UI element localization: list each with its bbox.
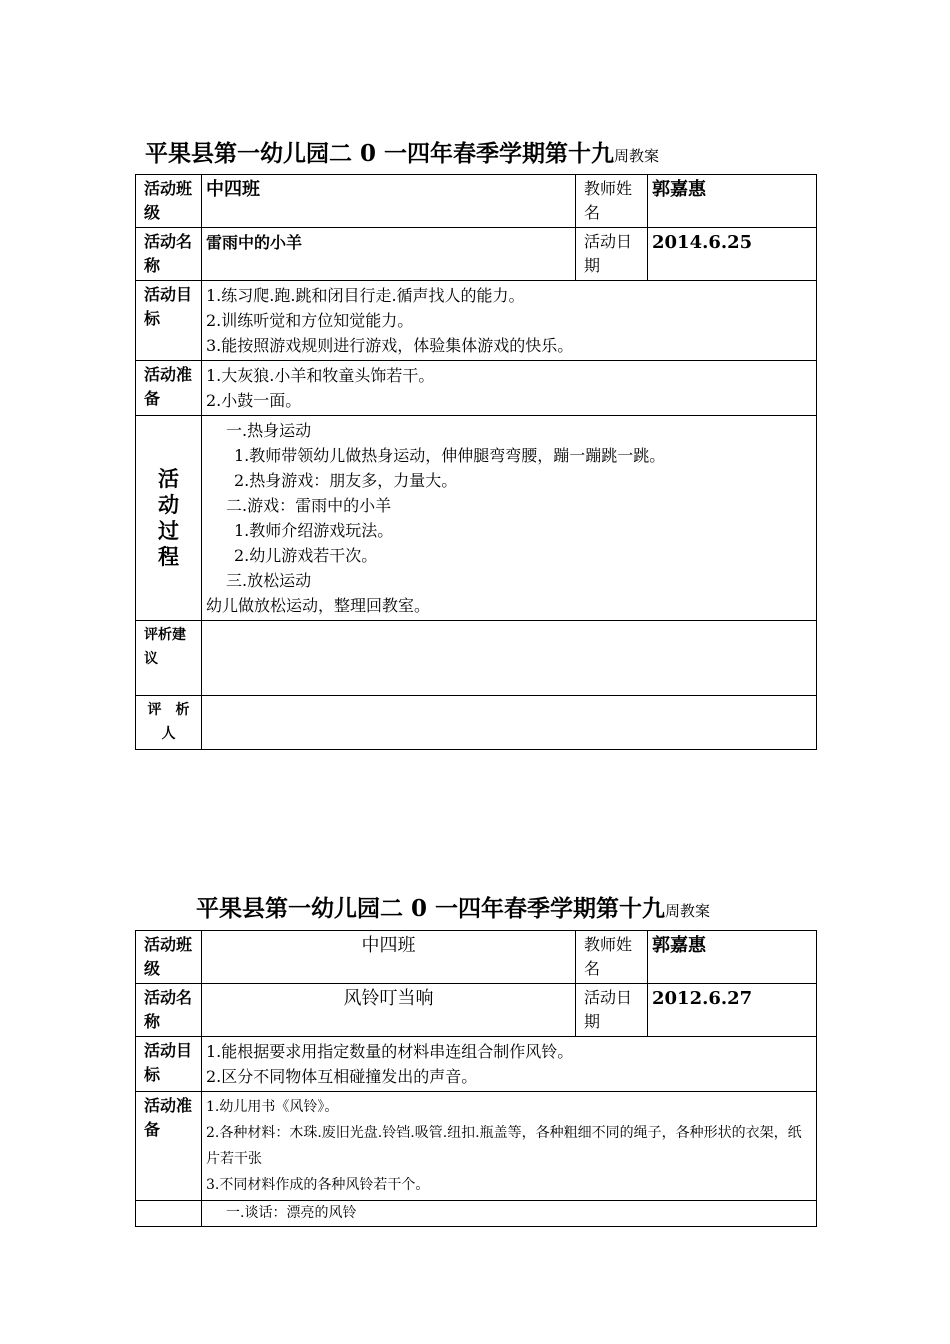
plan1-label-goal: 活动目标	[136, 281, 202, 361]
plan1-process-item: 2.热身游戏：朋友多，力量大。	[234, 471, 458, 490]
plan1-prep-item: 1.大灰狼.小羊和牧童头饰若干。	[206, 366, 435, 385]
plan1-label-prep: 活动准备	[136, 361, 202, 416]
plan2-prep	[202, 1092, 817, 1201]
plan1-label-review: 评析建议	[136, 621, 202, 696]
plan2-title	[196, 890, 710, 923]
plan1-label-process: 活动过程	[136, 416, 202, 621]
plan1-label-class: 活动班级	[136, 175, 202, 228]
plan2-process-item: 一.谈话：漂亮的风铃	[226, 1205, 357, 1221]
plan2-label-teacher: 教师姓名	[576, 931, 648, 984]
plan1-process-item: 三.放松运动	[226, 571, 312, 590]
plan1-teacher-value: 郭嘉惠	[648, 175, 817, 228]
plan1-goal-item: 1.练习爬.跑.跳和闭目行走.循声找人的能力。	[206, 286, 525, 305]
plan1-goal-item: 2.训练听觉和方位知觉能力。	[206, 311, 414, 330]
plan1-title	[145, 135, 659, 168]
plan1-process-item: 2.幼儿游戏若干次。	[234, 546, 378, 565]
plan2-teacher-value: 郭嘉惠	[648, 931, 817, 984]
plan1-label-name: 活动名称	[136, 228, 202, 281]
plan2-table	[135, 930, 817, 1227]
plan1-table	[135, 174, 817, 750]
plan1-goal-item: 3.能按照游戏规则进行游戏，体验集体游戏的快乐。	[206, 336, 574, 355]
plan1-process-item: 二.游戏：雷雨中的小羊	[226, 496, 392, 515]
plan2-title-suffix: 周教案	[665, 902, 711, 920]
plan1-process-item: 幼儿做放松运动，整理回教室。	[206, 596, 431, 615]
plan2-goal-item: 1.能根据要求用指定数量的材料串连组合制作风铃。	[206, 1042, 574, 1061]
plan1-prep	[202, 361, 817, 416]
plan1-title-suffix: 周教案	[614, 147, 660, 165]
plan2-goal-item: 2.区分不同物体互相碰撞发出的声音。	[206, 1067, 478, 1086]
plan1-process-item: 一.热身运动	[226, 421, 312, 440]
plan1-date-value: 2014.6.25	[648, 228, 817, 281]
plan1-label-reviewer: 评 析 人	[136, 696, 202, 750]
plan1-class-value: 中四班	[202, 175, 576, 228]
plan1-goals	[202, 281, 817, 361]
plan2-process	[202, 1201, 817, 1227]
plan2-class-value: 中四班	[202, 931, 576, 984]
plan2-label-goal: 活动目标	[136, 1037, 202, 1092]
plan2-date-value: 2012.6.27	[648, 984, 817, 1037]
plan2-prep-item: 1.幼儿用书《风铃》。	[206, 1099, 339, 1115]
plan1-title-main: 平果县第一幼儿园二 0 一四年春季学期第十九	[145, 140, 615, 167]
plan2-label-prep: 活动准备	[136, 1092, 202, 1201]
plan2-prep-item: 3.不同材料作成的各种风铃若干个。	[206, 1177, 430, 1193]
plan1-reviewer-value	[202, 696, 817, 750]
plan2-label-process	[136, 1201, 202, 1227]
plan2-label-class: 活动班级	[136, 931, 202, 984]
plan1-process	[202, 416, 817, 621]
plan2-goals	[202, 1037, 817, 1092]
plan1-review-value	[202, 621, 817, 696]
plan2-prep-item: 2.各种材料：木珠.废旧光盘.铃铛.吸管.纽扣.瓶盖等，各种粗细不同的绳子，各种形状的衣架，纸片若干张	[206, 1125, 802, 1167]
plan1-process-item: 1.教师介绍游戏玩法。	[234, 521, 394, 540]
plan1-label-date: 活动日期	[576, 228, 648, 281]
plan1-label-teacher: 教师姓名	[576, 175, 648, 228]
plan1-prep-item: 2.小鼓一面。	[206, 391, 302, 410]
plan1-name-value: 雷雨中的小羊	[202, 228, 576, 281]
plan2-label-name: 活动名称	[136, 984, 202, 1037]
plan1-process-item: 1.教师带领幼儿做热身运动，伸伸腿弯弯腰，蹦一蹦跳一跳。	[234, 446, 666, 465]
plan2-label-date: 活动日期	[576, 984, 648, 1037]
plan2-title-main: 平果县第一幼儿园二 0 一四年春季学期第十九	[196, 895, 666, 922]
plan2-name-value: 风铃叮当响	[202, 984, 576, 1037]
